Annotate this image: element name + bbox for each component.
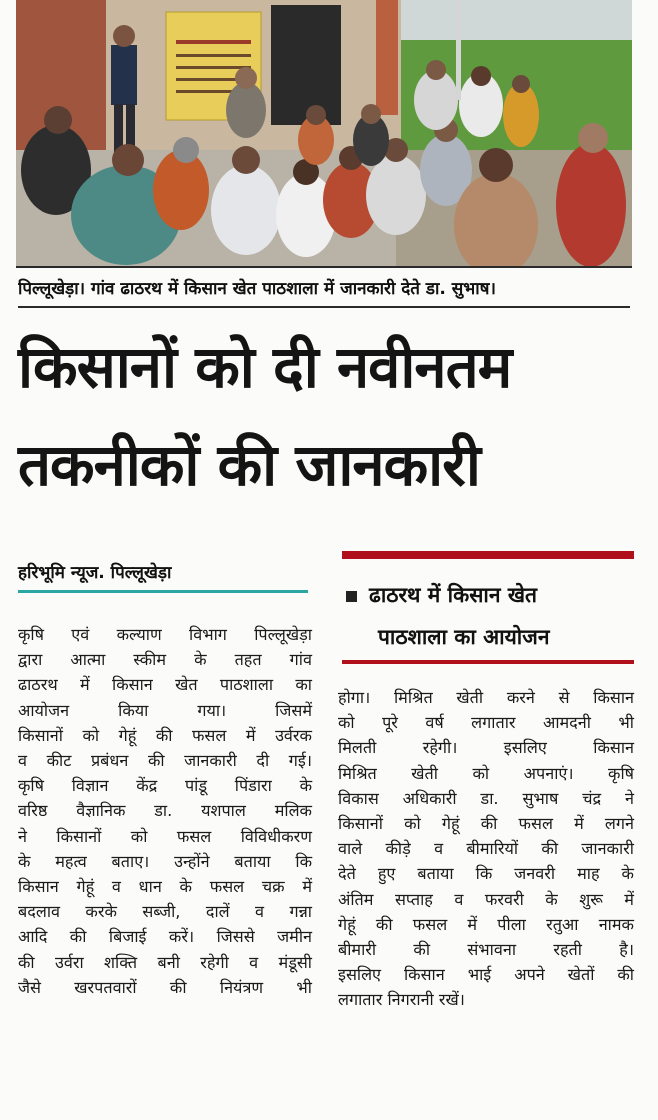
text-line: किसानों को गेहूं की फसल में लगने bbox=[338, 814, 634, 834]
text-line: मिश्रित खेती को अपनाएं। कृषि bbox=[338, 763, 634, 783]
square-bullet-icon bbox=[346, 591, 357, 602]
text-line: देते हुए बताया कि जनवरी माह के bbox=[338, 864, 634, 884]
article-column-right bbox=[338, 685, 634, 1013]
subheading-line-1: ढाठरथ में किसान खेत bbox=[369, 583, 537, 607]
text-line: आयोजन किया गया। जिसमें bbox=[18, 700, 312, 720]
text-line: होगा। मिश्रित खेती करने से किसान bbox=[338, 688, 634, 707]
farmers-meeting-photo bbox=[16, 0, 632, 268]
subhead-rule-bottom bbox=[342, 660, 634, 664]
text-line: बीमारी की संभावना रहती है। bbox=[338, 940, 634, 960]
headline-line-2: तकनीकों की जानकारी bbox=[18, 431, 480, 499]
text-line: वाले कीड़े व बीमारियों की जानकारी bbox=[338, 839, 634, 859]
text-line: विकास अधिकारी डा. सुभाष चंद्र ने bbox=[338, 788, 634, 808]
article-column-left bbox=[18, 622, 312, 1000]
text-line: के महत्व बताए। उन्होंने बताया कि bbox=[18, 851, 312, 871]
text-line: किसान गेहूं व धान के फसल चक्र में bbox=[18, 877, 312, 897]
text-line: अंतिम सप्ताह व फरवरी के शुरू में bbox=[338, 889, 634, 909]
text-line: इसलिए किसान भाई अपने खेतों की bbox=[338, 965, 634, 985]
subhead-rule-top bbox=[342, 551, 634, 559]
byline-divider bbox=[18, 590, 308, 593]
text-line: वरिष्ठ वैज्ञानिक डा. यशपाल मलिक bbox=[18, 801, 312, 821]
text-line: जैसे खरपतवारों की नियंत्रण भी bbox=[18, 977, 312, 997]
text-line: व कीट प्रबंधन की जानकारी दी गई। bbox=[18, 751, 312, 771]
text-line: आदि की बिजाई करें। जिससे जमीन bbox=[18, 927, 312, 947]
text-line: लगातार निगरानी रखें। bbox=[338, 990, 465, 1010]
text-line: ढाठरथ में किसान खेत पाठशाला का bbox=[18, 675, 312, 695]
text-line: गेहूं की फसल में पीला रतुआ नामक bbox=[338, 914, 634, 934]
text-line: ने किसानों को फसल विविधीकरण bbox=[18, 826, 312, 846]
text-line: बदलाव करके सब्जी, दालें व गन्ना bbox=[18, 902, 312, 922]
text-line: को पूरे वर्ष लगातार आमदनी भी bbox=[338, 713, 634, 733]
text-line: की उर्वरा शक्ति बनी रहेगी व मंडूसी bbox=[18, 952, 312, 972]
byline: हरिभूमि न्यूज. पिल्लूखेड़ा bbox=[18, 563, 172, 583]
text-line: कृषि एवं कल्याण विभाग पिल्लूखेड़ा bbox=[18, 625, 312, 644]
subheading-line-2: पाठशाला का आयोजन bbox=[378, 625, 550, 649]
headline bbox=[18, 318, 638, 514]
subheading bbox=[346, 574, 636, 658]
text-line: द्वारा आत्मा स्कीम के तहत गांव bbox=[18, 650, 312, 670]
photo-caption: पिल्लूखेड़ा। गांव ढाठरथ में किसान खेत पाठशाला में जानकारी देते डा. सुभाष। bbox=[18, 279, 496, 299]
text-line: कृषि विज्ञान केंद्र पांडू पिंडारा के bbox=[18, 776, 312, 796]
text-line: किसानों को गेहूं की फसल में उर्वरक bbox=[18, 725, 312, 745]
caption-divider bbox=[18, 306, 630, 308]
headline-line-1: किसानों को दी नवीनतम bbox=[18, 333, 512, 401]
text-line: मिलती रहेगी। इसलिए किसान bbox=[338, 738, 634, 758]
